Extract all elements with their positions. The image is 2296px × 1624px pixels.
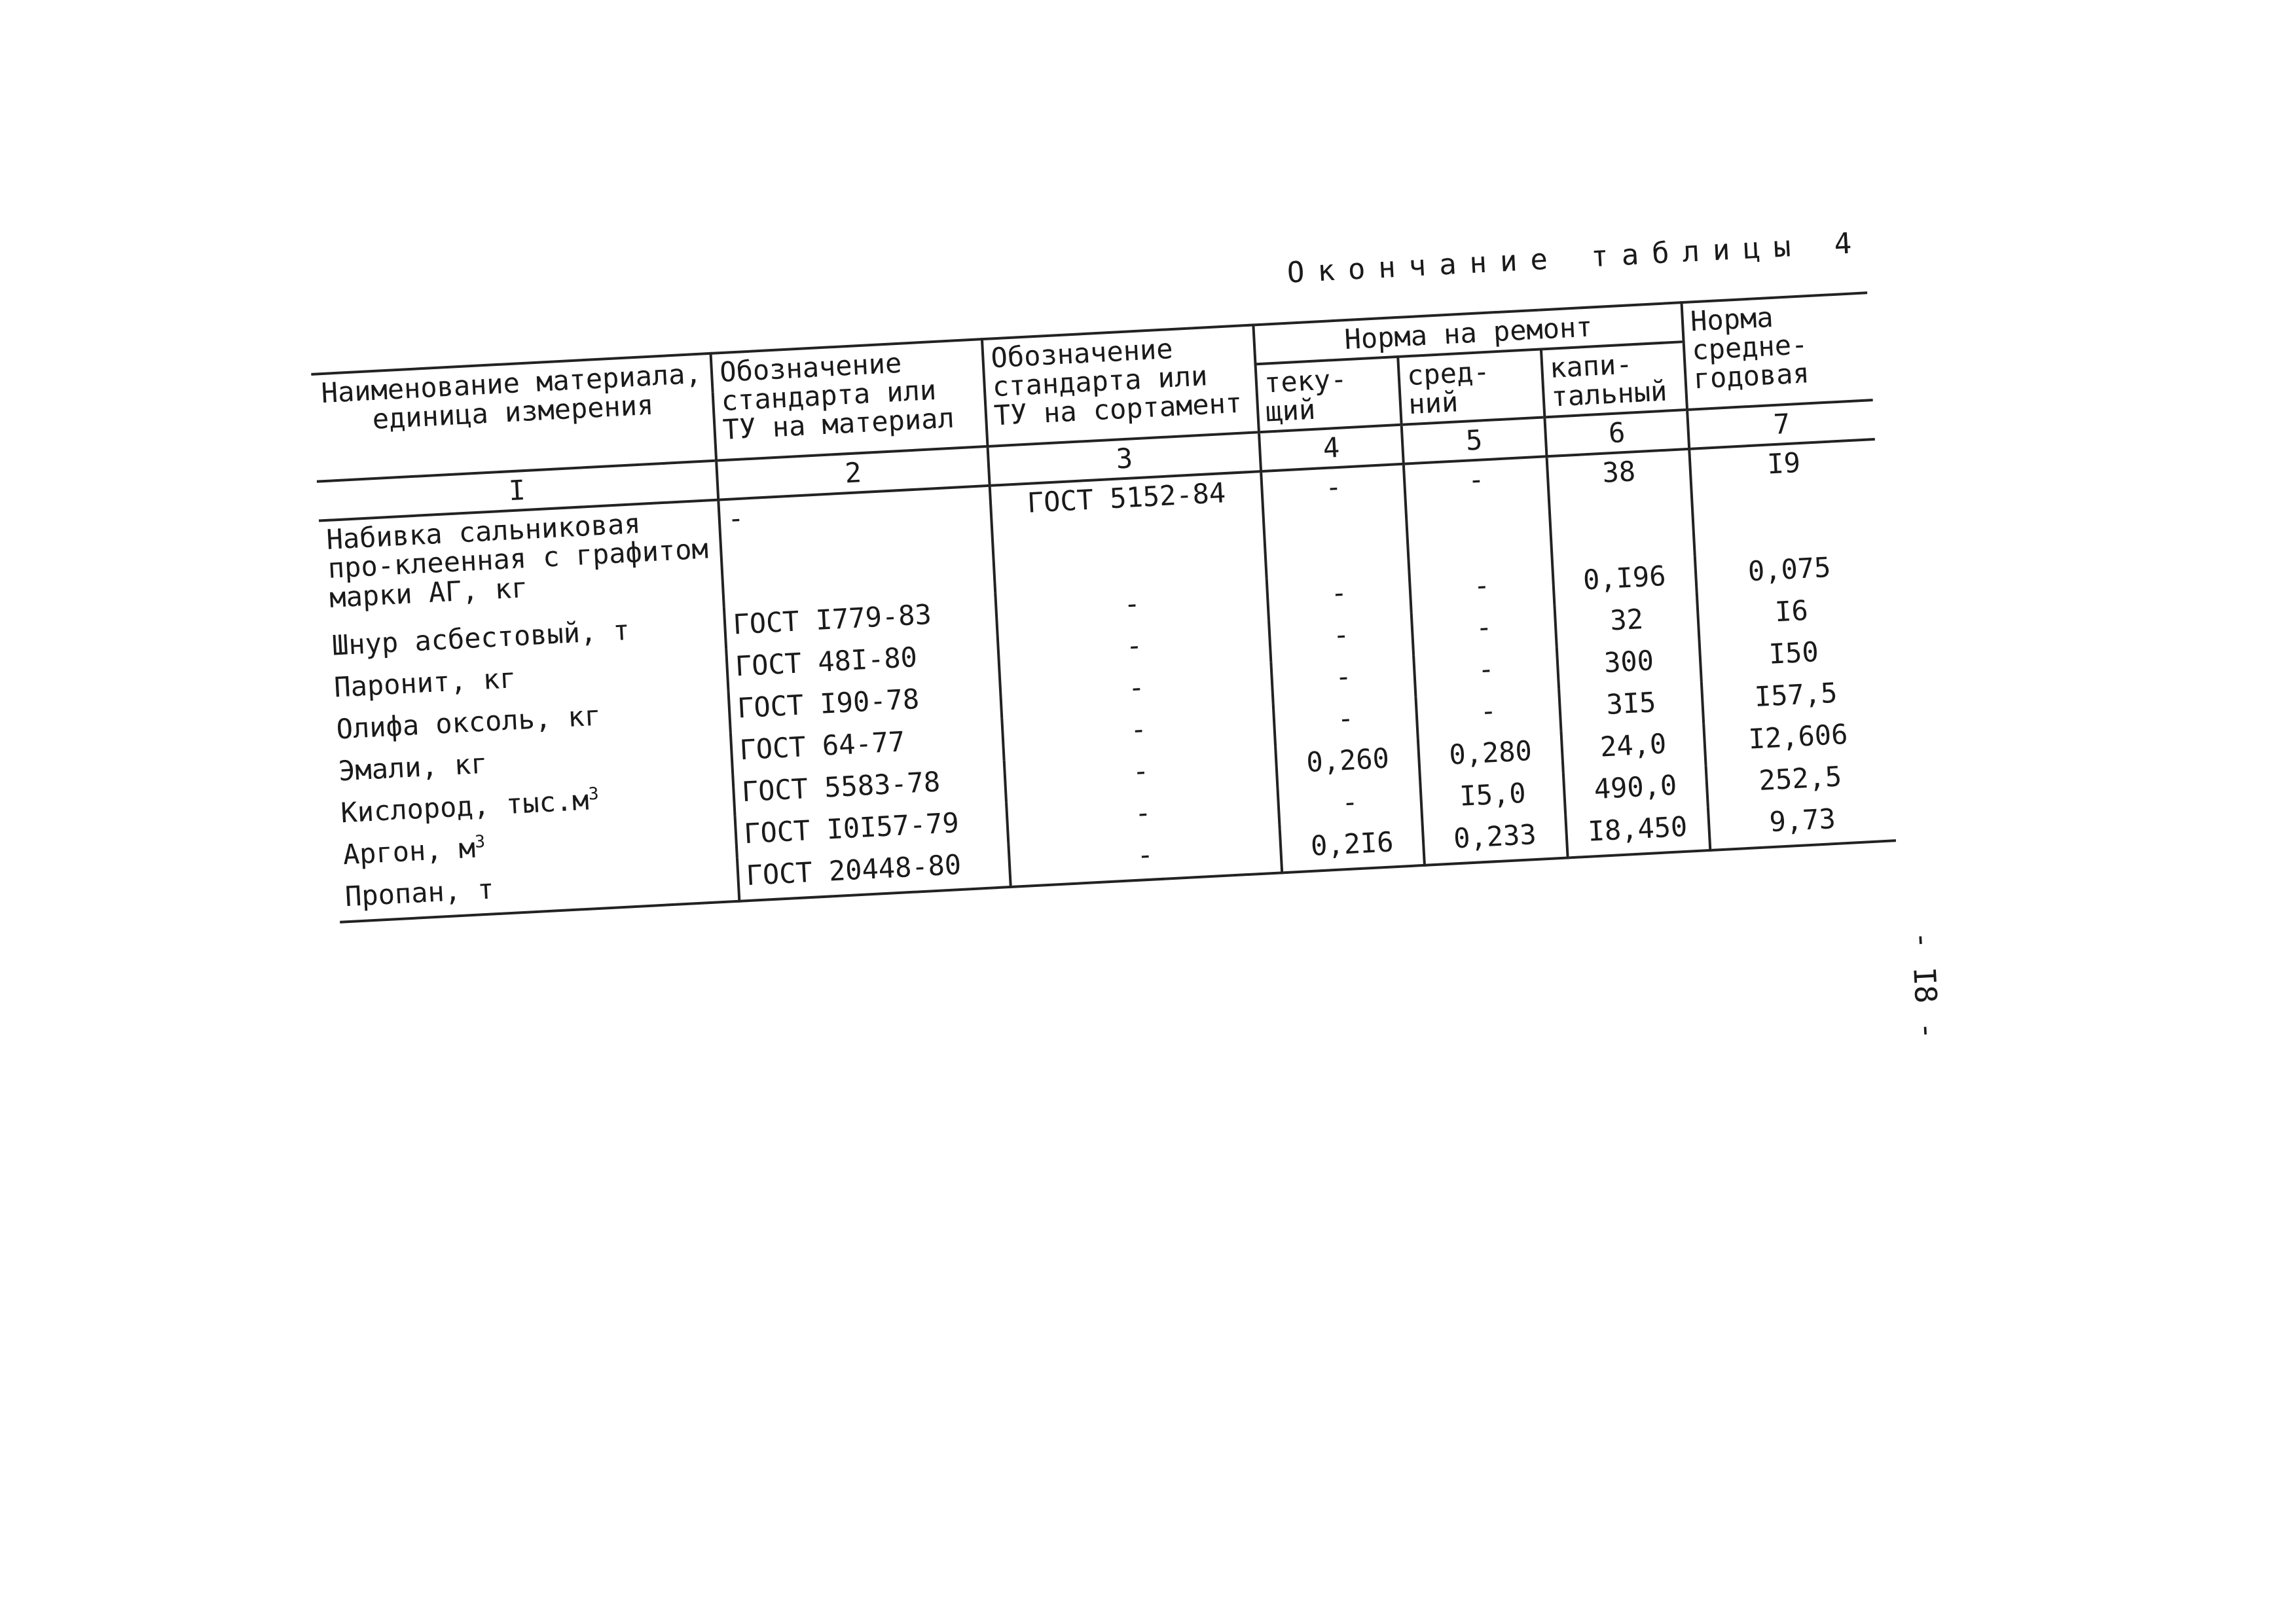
column-number: 6 <box>1544 410 1689 456</box>
capital-repair-norm: 0,I96 <box>1552 556 1697 605</box>
capital-repair-norm: 490,0 <box>1563 766 1708 815</box>
medium-repair-norm: - <box>1404 457 1552 571</box>
unit-superscript: 3 <box>588 784 600 804</box>
material-name: Олифа оксоль, кг <box>329 691 731 754</box>
current-repair-norm: - <box>1271 655 1415 704</box>
annual-norm: I57,5 <box>1702 672 1889 724</box>
sortament-standard: - <box>1006 788 1280 844</box>
column-number: 3 <box>988 432 1261 486</box>
annual-norm: I2,606 <box>1704 714 1891 766</box>
annual-norm: I9 <box>1689 439 1880 556</box>
scanned-page <box>308 226 1946 1157</box>
table-continuation-caption: Окончание таблицы 4 <box>1286 226 1866 290</box>
header-medium-repair: сред-ний <box>1398 350 1544 425</box>
sortament-standard: ГОСТ 5152-84 <box>990 472 1267 593</box>
column-number: 4 <box>1259 425 1404 471</box>
material-name-text: Кислород, тыс.м <box>340 784 590 829</box>
annual-norm: 252,5 <box>1706 756 1894 808</box>
current-repair-norm: - <box>1269 613 1413 662</box>
material-standard: ГОСТ I90-78 <box>729 677 1002 733</box>
header-material-name: Наименование материала, единица измерения <box>311 353 716 482</box>
medium-repair-norm: 0,280 <box>1418 731 1563 780</box>
header-material-standard: Обозначение стандарта или ТУ на материал <box>711 339 988 461</box>
material-name: Паронит, кг <box>327 649 729 712</box>
current-repair-norm: 0,260 <box>1275 739 1420 788</box>
annual-norm: 0,075 <box>1695 547 1883 598</box>
header-current-repair: теку-щий <box>1256 357 1402 432</box>
sortament-standard: - <box>995 579 1269 635</box>
annual-norm: 9,73 <box>1708 798 1896 851</box>
material-standard: ГОСТ 48I-80 <box>727 635 1000 691</box>
column-number: 7 <box>1687 400 1875 449</box>
medium-repair-norm: 0,233 <box>1423 815 1567 865</box>
material-standard: ГОСТ 20448-80 <box>737 844 1011 901</box>
medium-repair-norm: - <box>1412 605 1556 655</box>
sortament-standard: - <box>998 621 1271 677</box>
header-repair-norm-group: Норма на ремонт <box>1253 302 1683 364</box>
header-annual-norm: Норма средне-годовая <box>1682 293 1873 410</box>
materials-norms-table <box>311 291 1896 924</box>
medium-repair-norm: I5,0 <box>1421 773 1565 822</box>
header-capital-repair: капи-тальный <box>1541 342 1688 417</box>
current-repair-norm: 0,2I6 <box>1280 822 1425 873</box>
column-number: 2 <box>716 446 989 500</box>
column-number: I <box>317 461 719 521</box>
sortament-standard: - <box>1004 746 1278 803</box>
unit-superscript: 3 <box>474 832 486 853</box>
annual-norm: I6 <box>1697 588 1885 640</box>
medium-repair-norm: - <box>1416 689 1561 738</box>
capital-repair-norm: I8,450 <box>1565 807 1711 857</box>
sortament-standard: - <box>1009 830 1283 888</box>
capital-repair-norm: 38 <box>1546 449 1695 564</box>
sortament-standard: - <box>1000 662 1273 719</box>
current-repair-norm: - <box>1261 464 1410 579</box>
capital-repair-norm: 300 <box>1557 640 1702 689</box>
medium-repair-norm: - <box>1413 647 1558 696</box>
page-number: - I8 - <box>1904 929 1946 1041</box>
annual-norm: I50 <box>1700 630 1887 682</box>
header-sortament-standard: Обозначение стандарта или ТУ на сортамент <box>982 325 1259 446</box>
current-repair-norm: - <box>1277 780 1422 829</box>
material-name: Шнур асбестовый, т <box>325 607 727 670</box>
current-repair-norm: - <box>1273 697 1418 746</box>
medium-repair-norm: - <box>1410 564 1554 613</box>
column-number: 5 <box>1402 418 1546 464</box>
material-standard: ГОСТ I779-83 <box>724 593 998 649</box>
current-repair-norm: - <box>1267 571 1412 621</box>
material-standard: ГОСТ 5583-78 <box>733 761 1007 817</box>
material-name: Пропан, т <box>338 858 740 922</box>
material-name: Набивка сальниковая про-клеенная с графитом марки АГ, кг <box>319 500 724 628</box>
material-name: Эмали, кг <box>331 732 733 795</box>
material-name-text: Аргон, м <box>342 832 477 871</box>
capital-repair-norm: 24,0 <box>1561 724 1705 773</box>
capital-repair-norm: 32 <box>1554 598 1699 647</box>
material-standard: ГОСТ I0I57-79 <box>735 803 1009 859</box>
material-standard: ГОСТ 64-77 <box>731 719 1004 775</box>
material-standard: - <box>719 486 996 607</box>
sortament-standard: - <box>1002 704 1276 761</box>
capital-repair-norm: 3I5 <box>1559 682 1704 731</box>
